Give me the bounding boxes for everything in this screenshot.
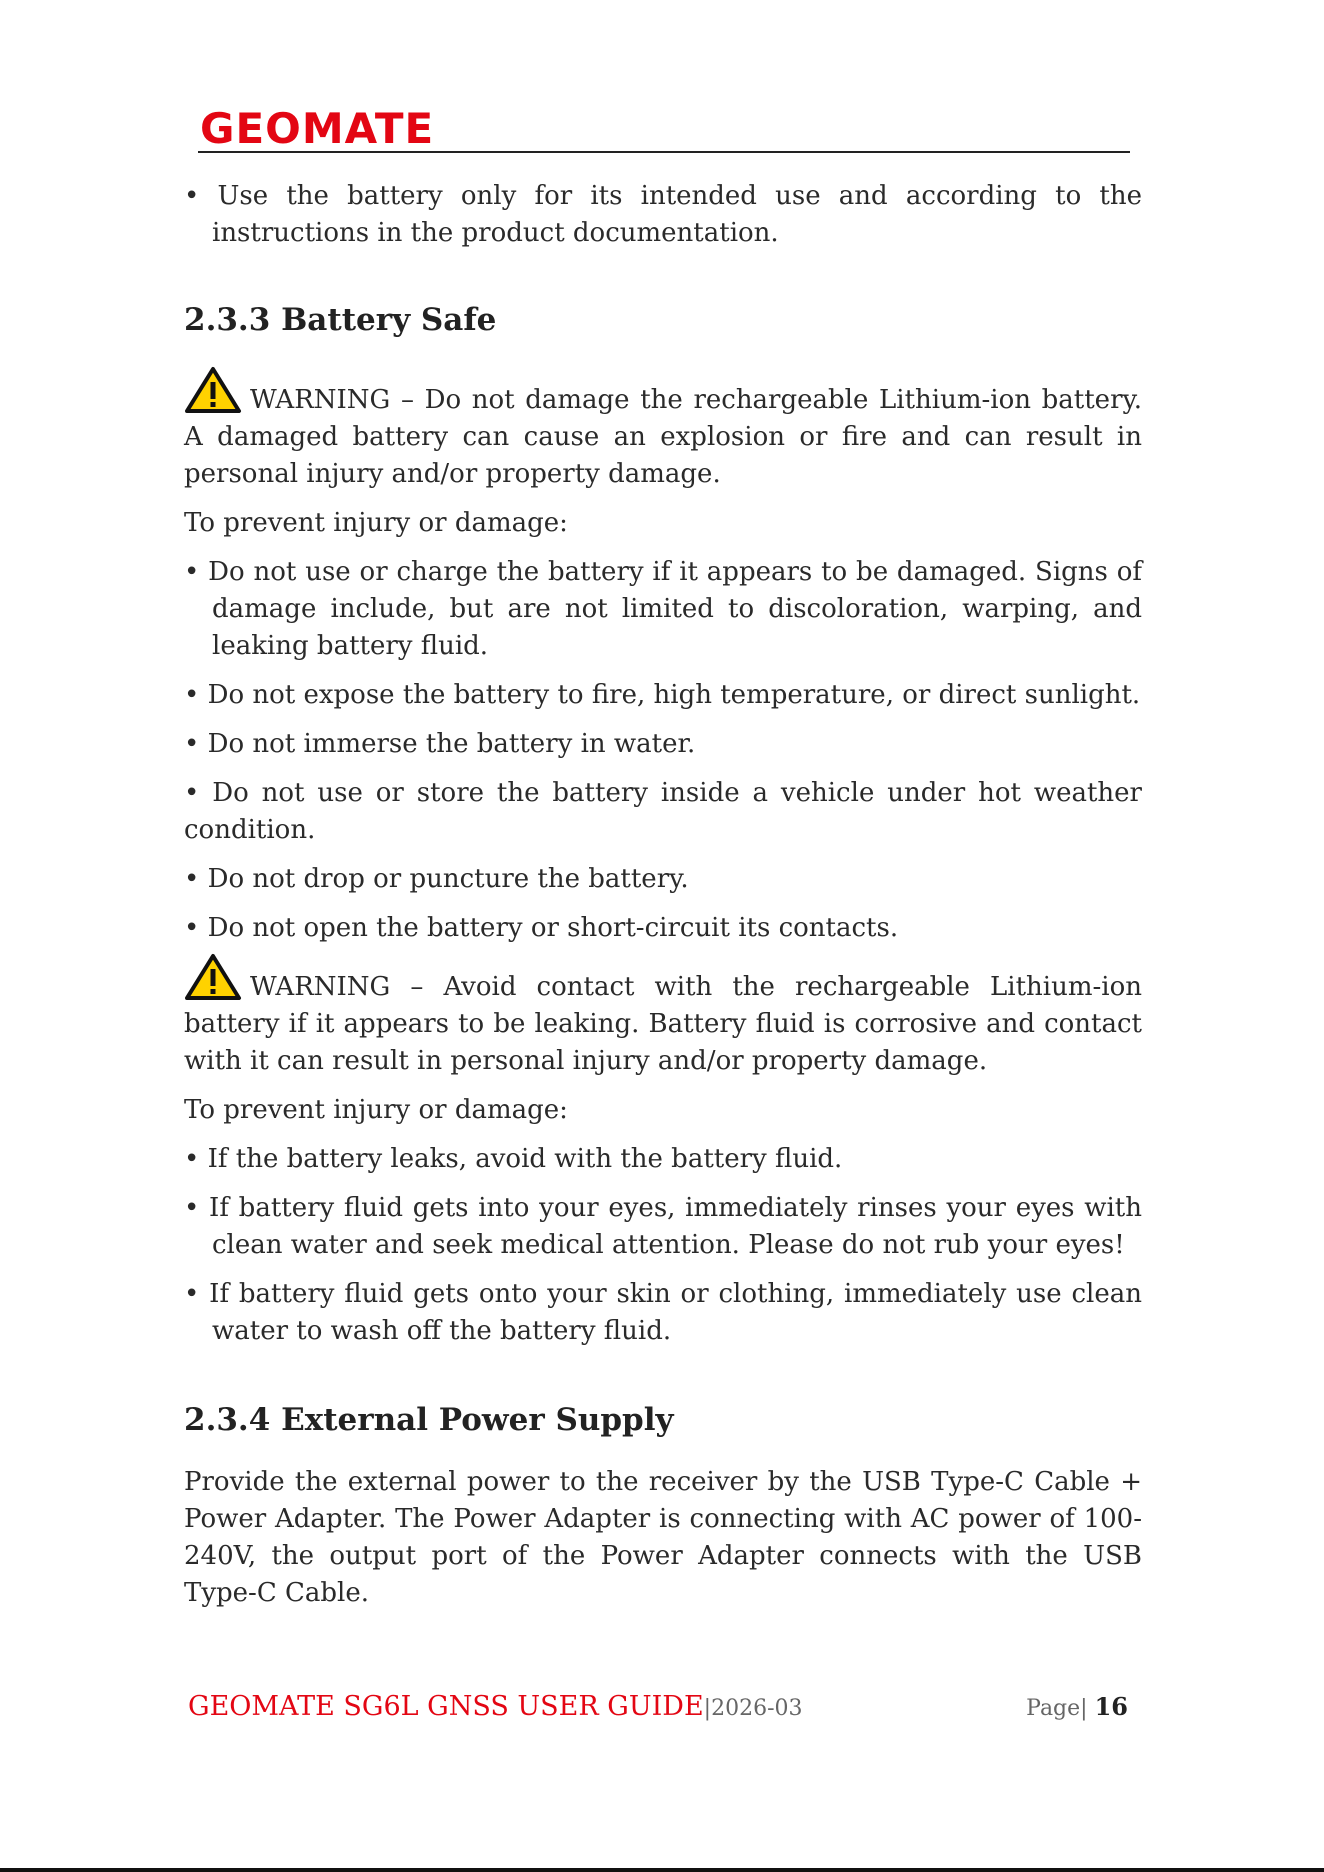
prevent-label-2: To prevent injury or damage: [184, 1095, 568, 1125]
footer-separator: | [703, 1696, 712, 1721]
footer-page-block [1026, 1690, 1128, 1726]
footer-date: 2026-03 [711, 1696, 803, 1721]
list-item: • If battery fluid gets into your eyes, immediately rinses your eyes with clean water and seek medical attention. Please do not rub your eyes! [184, 1193, 1142, 1260]
warning-triangle-icon [184, 953, 242, 1001]
warning-triangle-icon [184, 366, 242, 414]
heading-external-power: 2.3.4 External Power Supply [184, 1402, 674, 1438]
warning-text-1: WARNING – Do not damage the rechargeable Lithium-ion battery. A damaged battery can cause an explosion or fire and can result in personal injury and/or property damage. [184, 385, 1142, 489]
footer-document-title: GEOMATE SG6L GNSS USER GUIDE [188, 1691, 704, 1722]
page-label: Page [1026, 1696, 1081, 1721]
intro-bullet: • Use the battery only for its intended use and according to the instructions in the product documentation. [184, 181, 1142, 248]
list-item: • If battery fluid gets onto your skin or clothing, immediately use clean water to wash off the battery fluid. [184, 1279, 1142, 1346]
list-item: • If the battery leaks, avoid with the battery fluid. [184, 1144, 843, 1174]
list-item: • Do not expose the battery to fire, high temperature, or direct sunlight. [184, 680, 1141, 710]
list-item: • Do not use or charge the battery if it appears to be damaged. Signs of damage include, but are not limited to discoloration, warping, and leaking battery fluid. [184, 557, 1142, 661]
warning-paragraph-1 [184, 366, 1142, 493]
power-paragraph: Provide the external power to the receiver by the USB Type-C Cable + Power Adapter. The Power Adapter is connecting with AC power of 100-240V, the output port of the Power Adapter connects with the USB Type-C Cable. [184, 1467, 1142, 1608]
header-divider [198, 151, 1130, 153]
footer-title-block [188, 1690, 803, 1726]
warning-text-2: WARNING – Avoid contact with the rechargeable Lithium-ion battery if it appears to be leaking. Battery fluid is corrosive and contact with it can result in personal injury and/or property damage. [184, 972, 1142, 1076]
list-item: • Do not immerse the battery in water. [184, 729, 696, 759]
heading-battery-safe: 2.3.3 Battery Safe [184, 302, 497, 338]
list-item: • Do not drop or puncture the battery. [184, 864, 689, 894]
bottom-edge-rule [0, 1868, 1324, 1872]
list-item: • Do not open the battery or short-circuit its contacts. [184, 913, 899, 943]
list-item: • Do not use or store the battery inside a vehicle under hot weather condition. [184, 778, 1142, 845]
page-separator: | [1080, 1696, 1088, 1721]
page-content [184, 178, 1142, 1612]
warning-paragraph-2 [184, 953, 1142, 1080]
geomate-logo: GEOMATE [200, 104, 435, 153]
prevent-label-1: To prevent injury or damage: [184, 508, 568, 538]
page-number: 16 [1094, 1692, 1128, 1721]
